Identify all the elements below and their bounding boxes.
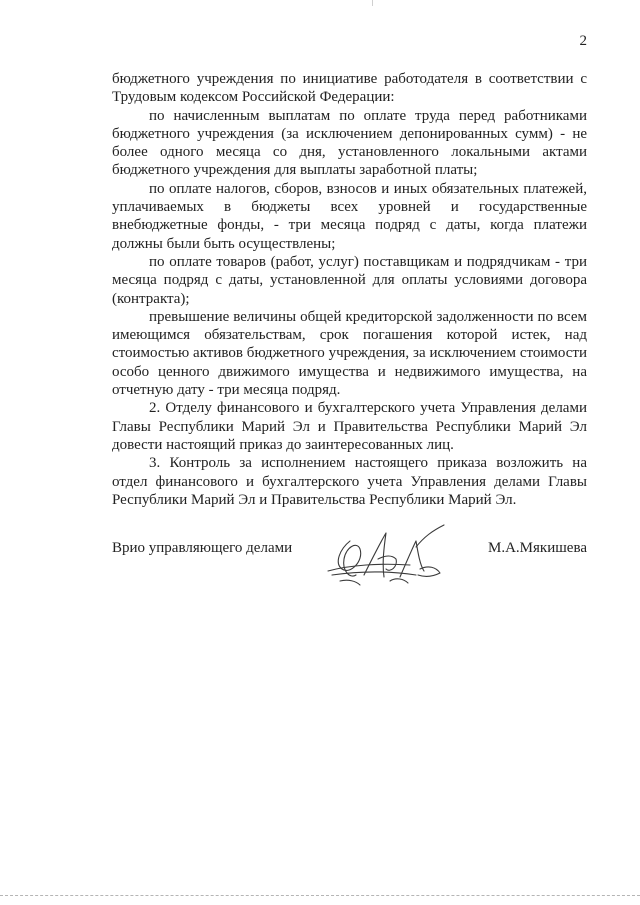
signature-block — [112, 539, 587, 589]
paragraph-item-3: 3. Контроль за исполнением настоящего приказа возложить на отдел финансового и бухгалтерского учета Управления делами Главы Республики Марий Эл и Правительства Республики Марий Эл. — [112, 455, 587, 508]
handwritten-signature — [320, 519, 450, 597]
paragraph-continuation: бюджетного учреждения по инициативе работодателя в соответствии с Трудовым кодексом Российской Федерации: — [112, 71, 587, 106]
signatory-title: Врио управляющего делами — [112, 540, 293, 556]
scan-bottom-edge — [0, 895, 640, 897]
paragraph-wages-debt: по начисленным выплатам по оплате труда перед работниками бюджетного учреждения (за исключением депонированных сумм) - не более одного месяца со дня, установленного локальными актами бюджетного учреждения для выплаты заработной платы; — [112, 107, 587, 179]
page-number: 2 — [579, 33, 587, 49]
paragraph-taxes-debt: по оплате налогов, сборов, взносов и иных обязательных платежей, уплачиваемых в бюджеты всех уровней и государственные внебюджетные фонды, - три месяца подряд с даты, когда платежи должны были быть осуществлены; — [112, 180, 587, 252]
paragraph-item-2: 2. Отделу финансового и бухгалтерского учета Управления делами Главы Республики Марий Эл и Правительства Республики Марий Эл довести настоящий приказ до заинтересованных лиц. — [112, 400, 587, 453]
signatory-name: М.А.Мякишева — [488, 540, 587, 556]
scan-artifact — [372, 0, 373, 6]
document-body — [112, 70, 587, 509]
paragraph-overdue-excess: превышение величины общей кредиторской задолженности по всем имеющимся обязательствам, срок погашения которой истек, над стоимостью активов бюджетного учреждения, за исключением стоимости особо ценного движимого имущества и недвижимого имущества, на отчетную дату - три месяца подряд. — [112, 308, 587, 399]
paragraph-suppliers-debt: по оплате товаров (работ, услуг) поставщикам и подрядчикам - три месяца подряд с даты, установленной для оплаты условиями договора (контракта); — [112, 253, 587, 307]
